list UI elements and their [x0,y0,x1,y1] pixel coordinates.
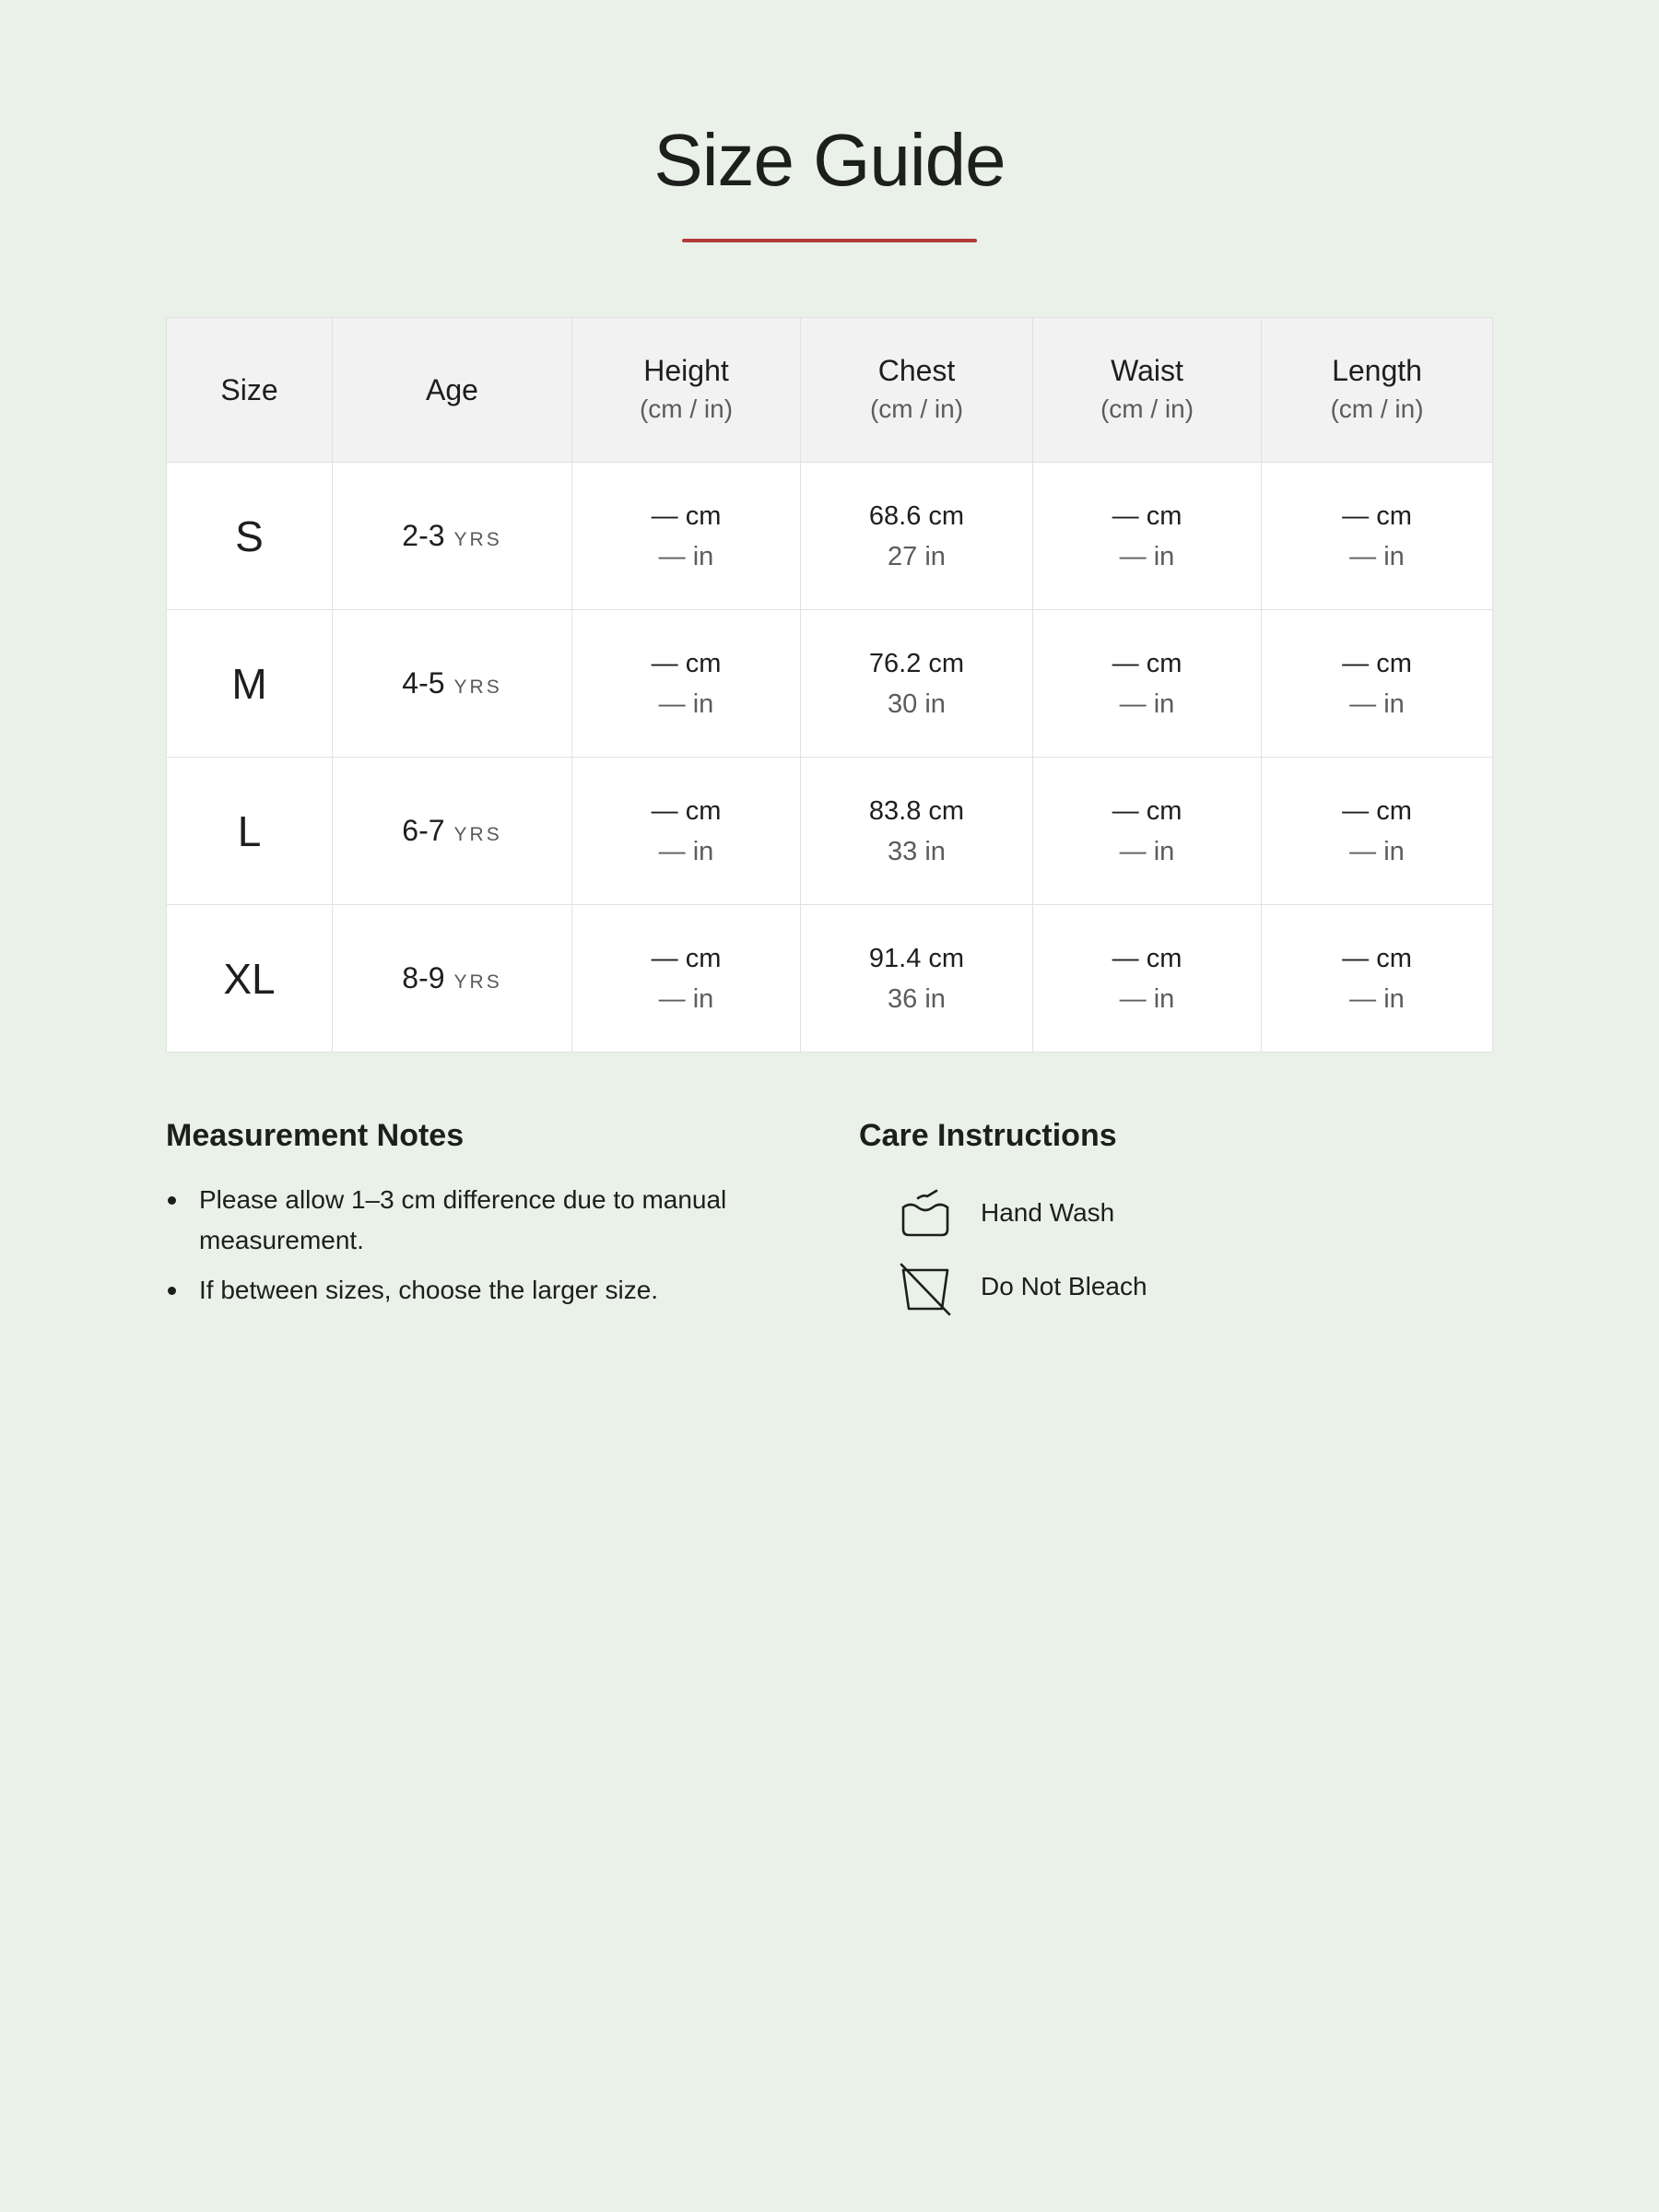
value-in: — in [1349,541,1405,571]
value-cm: — cm [1112,648,1182,678]
height-cell [572,463,801,610]
chest-cell [801,463,1033,610]
age-cell [333,905,572,1053]
length-cell [1262,758,1493,905]
value-cm: — cm [651,500,722,531]
table-row [167,463,1493,610]
value-in: 36 in [888,983,946,1014]
height-cell [572,610,801,758]
care-label: Do Not Bleach [981,1272,1147,1300]
size-cell: L [167,758,333,905]
age-unit: YRS [453,971,502,993]
header-unit: (cm / in) [639,394,734,423]
value-in: — in [658,983,714,1014]
value-cm: 68.6 cm [868,500,965,531]
header-age [333,318,572,463]
title-underline [682,239,977,242]
value-cm: 91.4 cm [868,943,965,973]
length-cell [1262,610,1493,758]
age-unit: YRS [453,677,502,698]
header-chest [801,318,1033,463]
header-label: Waist [1111,354,1183,387]
chest-cell [801,610,1033,758]
value-cm: 83.8 cm [868,795,965,826]
value-in: — in [1349,688,1405,719]
care-item-do-not-bleach [859,1257,1486,1316]
age-value: 2-3 [402,519,445,552]
page-title: Size Guide [653,119,1006,201]
age-cell [333,463,572,610]
header-waist [1033,318,1262,463]
age-cell [333,758,572,905]
header-label: Age [426,373,478,406]
value-cm: — cm [1342,648,1412,678]
value-cm: — cm [1342,795,1412,826]
value-in: — in [1119,983,1175,1014]
care-list [859,1183,1486,1316]
age-unit: YRS [453,824,502,845]
height-cell [572,758,801,905]
waist-cell [1033,610,1262,758]
hand-wash-icon [896,1183,955,1242]
table-row [167,610,1493,758]
value-cm: — cm [1112,795,1182,826]
value-in: — in [1349,983,1405,1014]
header-length [1262,318,1493,463]
value-in: 30 in [888,688,946,719]
age-unit: YRS [453,529,502,550]
value-in: — in [1119,688,1175,719]
header-label: Height [643,354,729,387]
header-unit: (cm / in) [1100,394,1194,423]
care-instructions [859,1113,1486,1331]
value-cm: — cm [1342,943,1412,973]
care-item-hand-wash [859,1183,1486,1242]
value-in: — in [1349,836,1405,866]
value-in: — in [1119,541,1175,571]
care-label: Hand Wash [981,1198,1115,1227]
header-height [572,318,801,463]
value-cm: — cm [651,648,722,678]
table-row [167,905,1493,1053]
notes-list [166,1180,793,1311]
list-item: If between sizes, choose the larger size. [166,1270,793,1311]
size-cell: S [167,463,333,610]
notes-title: Measurement Notes [166,1118,465,1153]
waist-cell [1033,905,1262,1053]
header-label: Size [220,373,278,406]
value-in: — in [1119,836,1175,866]
header-size [167,318,333,463]
header-label: Length [1332,354,1422,387]
list-item: Please allow 1–3 cm difference due to manual measurement. [166,1180,793,1261]
length-cell [1262,905,1493,1053]
size-table [166,317,1493,1053]
waist-cell [1033,758,1262,905]
value-cm: — cm [651,795,722,826]
chest-cell [801,758,1033,905]
value-in: — in [658,688,714,719]
age-value: 8-9 [402,961,445,994]
value-in: — in [658,836,714,866]
header-unit: (cm / in) [1330,394,1424,423]
do-not-bleach-icon [896,1257,955,1316]
length-cell [1262,463,1493,610]
value-cm: — cm [1112,943,1182,973]
table-header-row [167,318,1493,463]
height-cell [572,905,801,1053]
waist-cell [1033,463,1262,610]
measurement-notes [166,1113,793,1320]
value-in: 33 in [888,836,946,866]
age-cell [333,610,572,758]
value-cm: 76.2 cm [868,648,965,678]
care-title: Care Instructions [859,1118,1117,1153]
age-value: 4-5 [402,666,445,700]
value-cm: — cm [1112,500,1182,531]
value-cm: — cm [1342,500,1412,531]
value-in: 27 in [888,541,946,571]
table-row [167,758,1493,905]
header-label: Chest [877,354,956,387]
age-value: 6-7 [402,814,445,847]
chest-cell [801,905,1033,1053]
value-cm: — cm [651,943,722,973]
header-unit: (cm / in) [869,394,964,423]
size-cell: XL [167,905,333,1053]
size-cell: M [167,610,333,758]
value-in: — in [658,541,714,571]
